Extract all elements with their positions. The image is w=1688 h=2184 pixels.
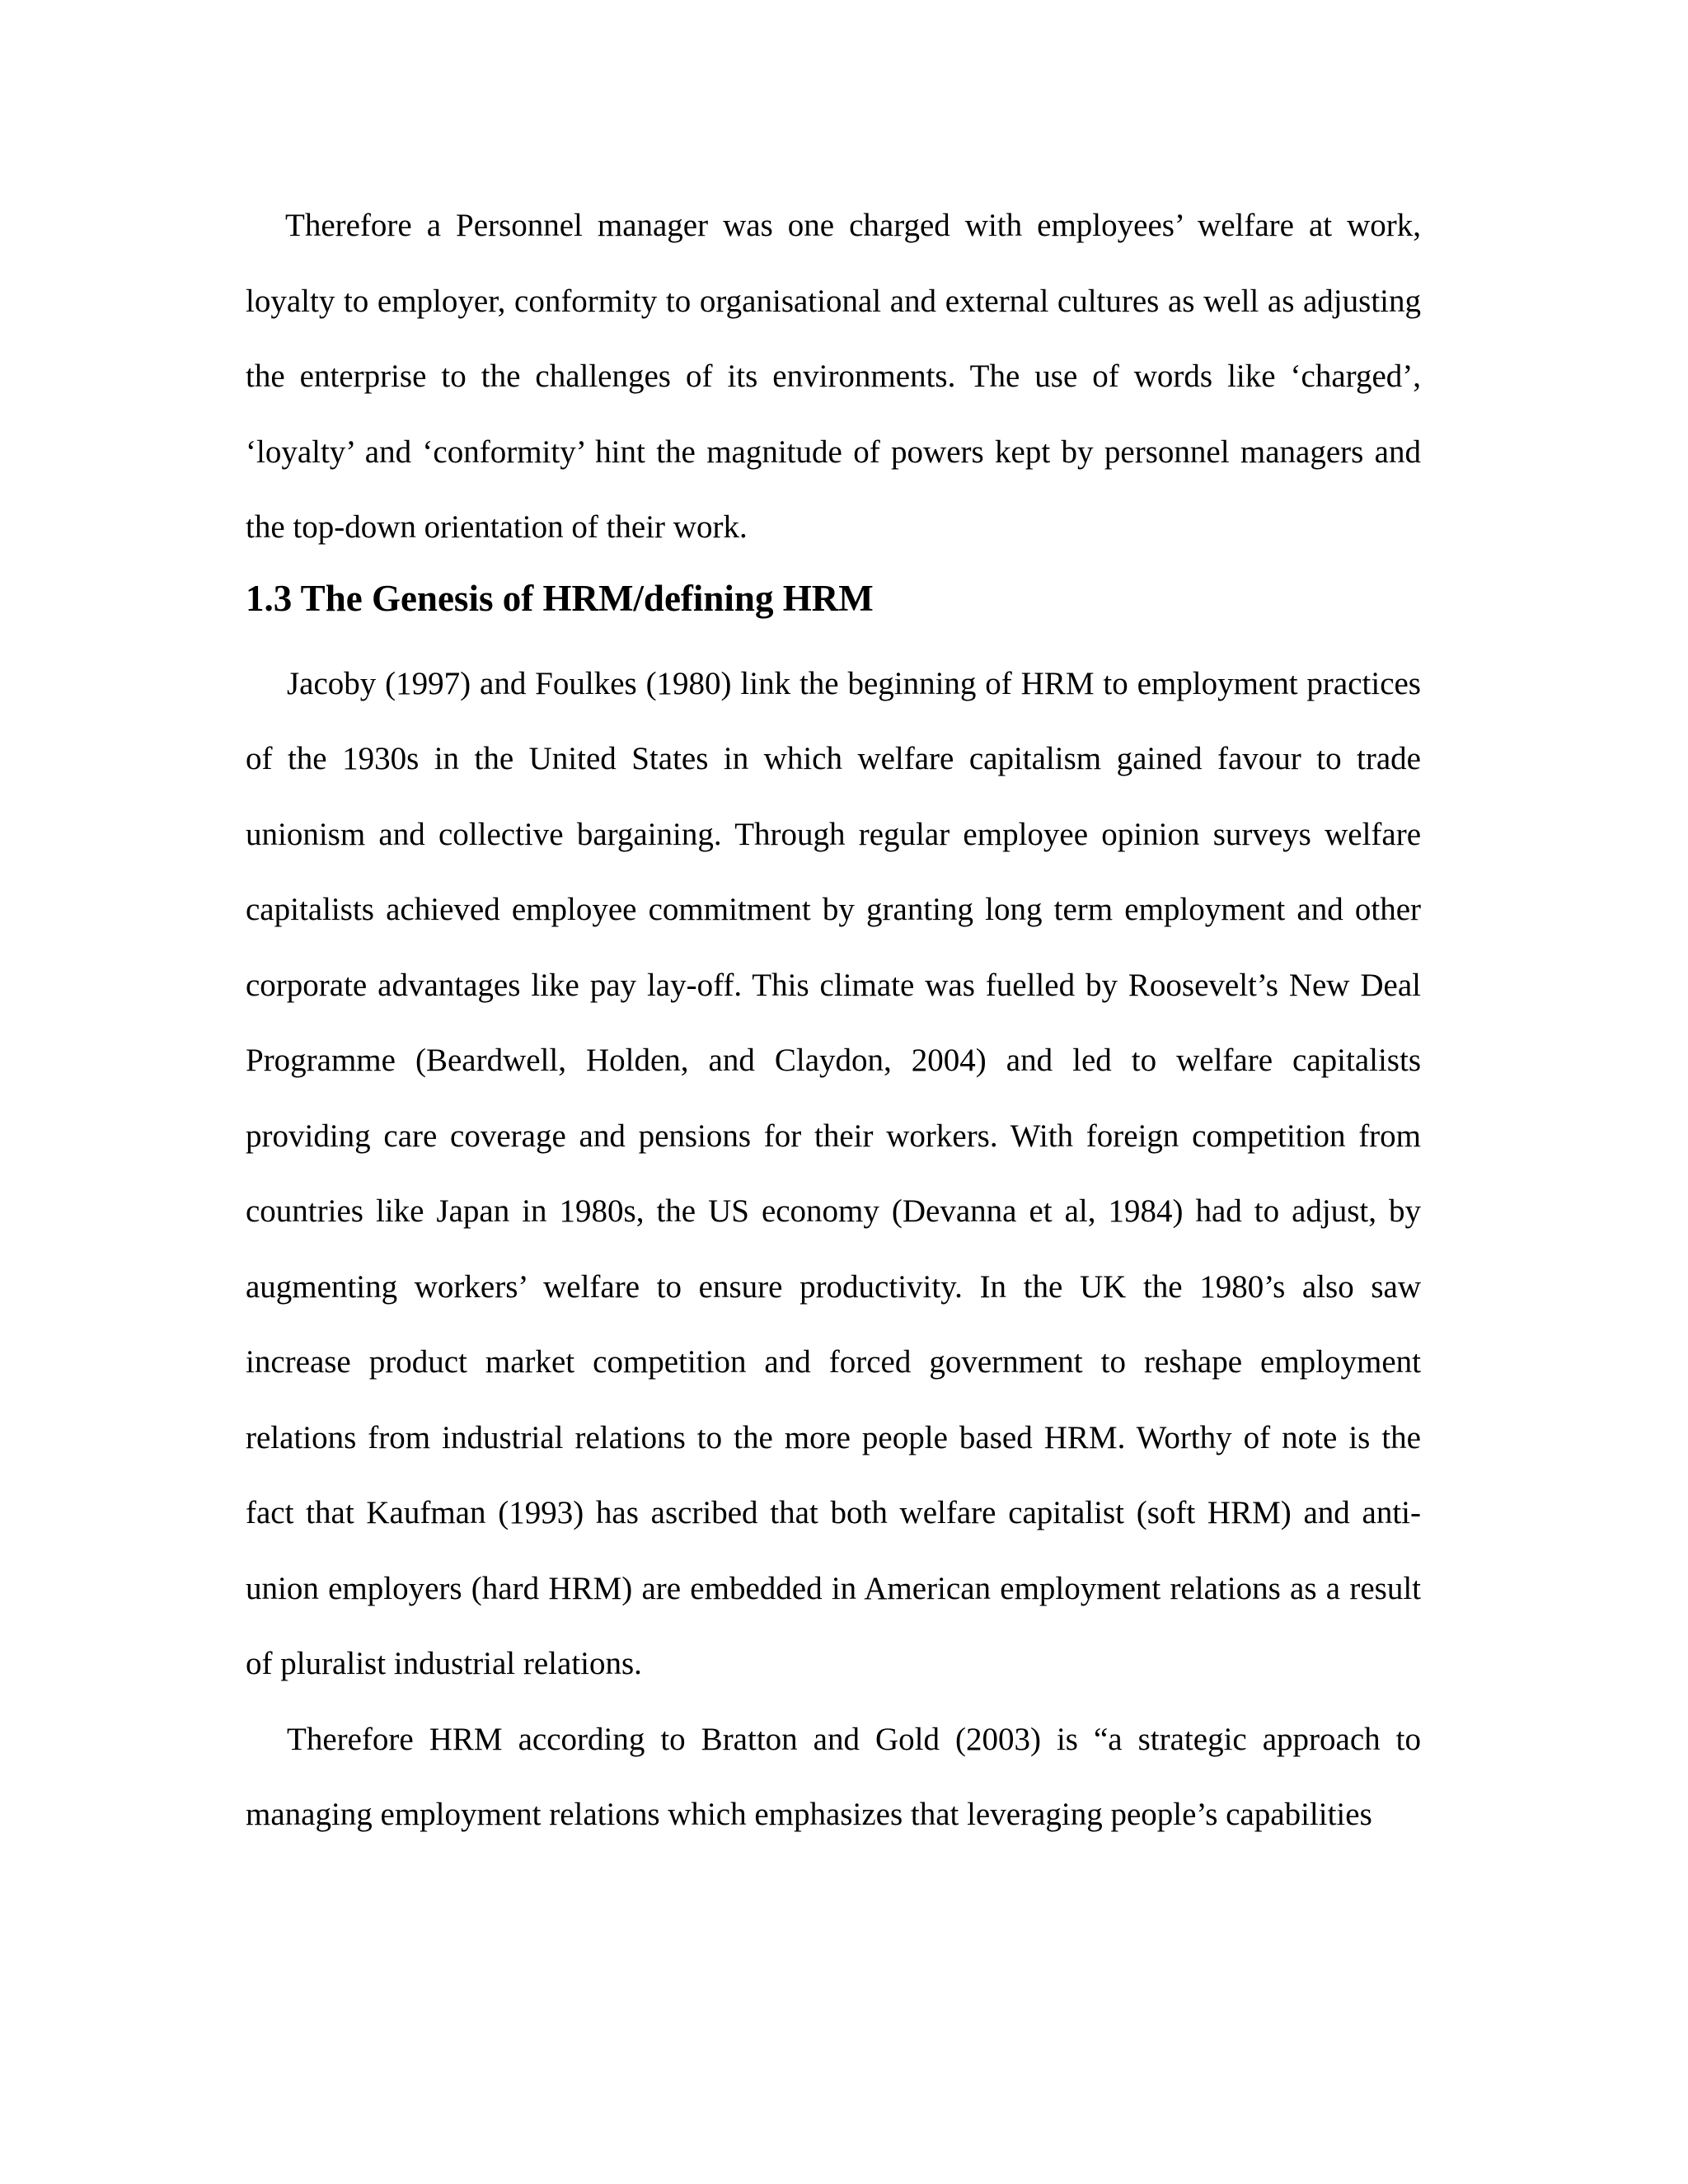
paragraph-hrm-definition: Therefore HRM according to Bratton and Gold (2003) is “a strategic approach to managing employment relations which emphasizes that leveraging people’s capabilities [246,1721,1421,1832]
paragraph-genesis-of-hrm: Jacoby (1997) and Foulkes (1980) link the beginning of HRM to employment practices of the 1930s in the United States in which welfare capitalism gained favour to trade unionism and collective bargaining. Through regular employee opinion surveys welfare capitalists achieved employee commitment by granting long term employment and other corporate advantages like pay lay-off. This climate was fuelled by Roosevelt’s New Deal Programme (Beardwell, Holden, and Claydon, 2004) and led to welfare capitalists providing care coverage and pensions for their workers. With foreign competition from countries like Japan in 1980s, the US economy (Devanna et al, 1984) had to adjust, by augmenting workers’ welfare to ensure productivity. In the UK the 1980’s also saw increase product market competition and forced government to reshape employment relations from industrial relations to the more people based HRM. Worthy of note is the fact that Kaufman (1993) has ascribed that both welfare capitalist (soft HRM) and anti-union employers (hard HRM) are embedded in American employment relations as a result of pluralist industrial relations. [246,665,1421,1681]
section-heading: 1.3 The Genesis of HRM/defining HRM [246,577,874,619]
page-content [246,188,1421,1853]
paragraph-personnel-manager: Therefore a Personnel manager was one charged with employees’ welfare at work, loyalty to employer, conformity to organisational and external cultures as well as adjusting the enterprise to the challenges of its environments. The use of words like ‘charged’, ‘loyalty’ and ‘conformity’ hint the magnitude of powers kept by personnel managers and the top-down orientation of their work. [246,208,1421,545]
